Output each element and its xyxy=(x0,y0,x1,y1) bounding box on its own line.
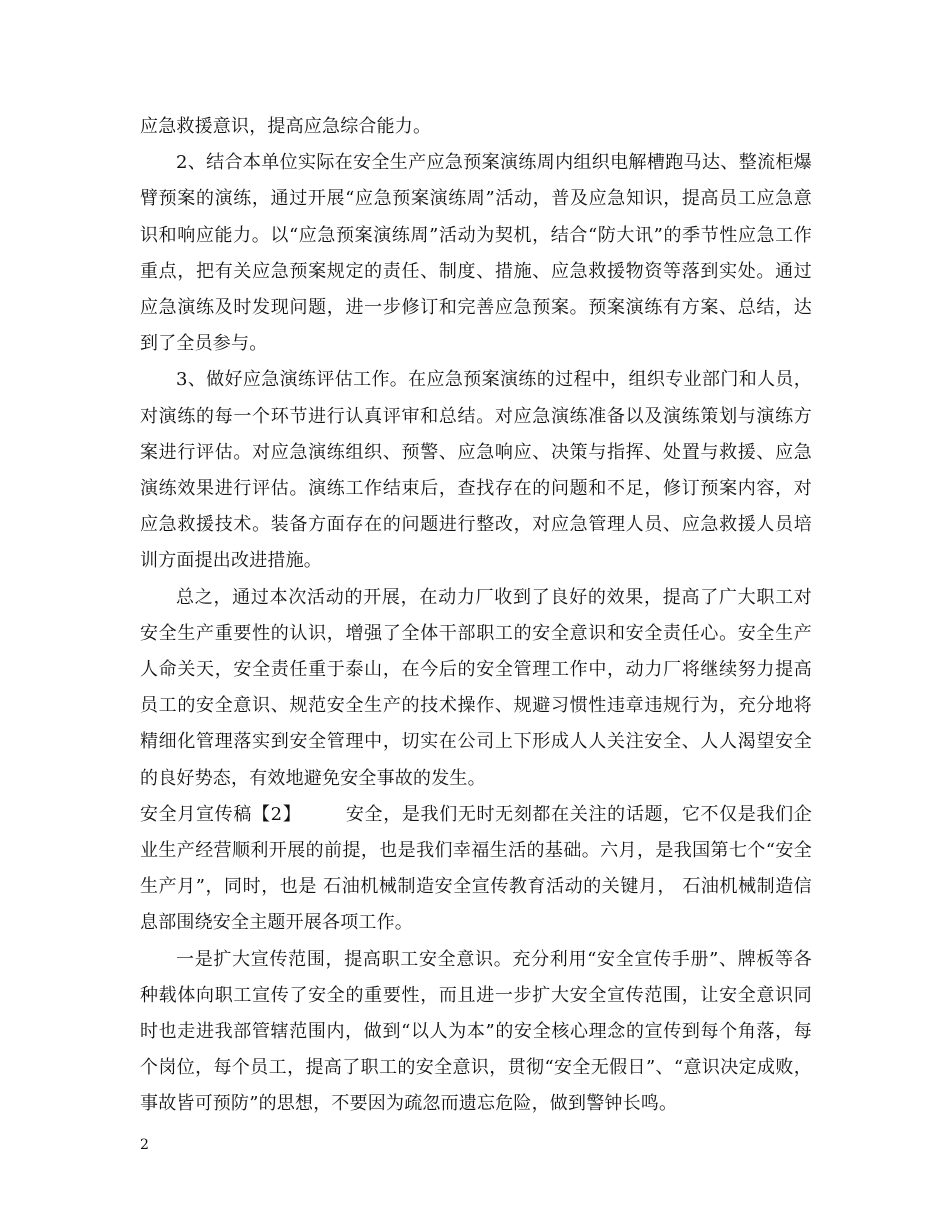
page-number: 2 xyxy=(140,1137,149,1153)
paragraph-continuation: 应急救援意识，提高应急综合能力。 xyxy=(140,116,432,137)
document-body xyxy=(140,109,812,1123)
paragraph-summary: 总之，通过本次活动的开展，在动力厂收到了良好的效果，提高了广大职工对安全生产重要性的认识，增强了全体干部职工的安全意识和安全责任心。安全生产人命关天，安全责任重于泰山，在今后的安全管理工作中，动力厂将继续努力提高员工的安全意识、规范安全生产的技术操作、规避习惯性违章违规行为，充分地将精细化管理落实到安全管理中，切实在公司上下形成人人关注安全、人人渴望安全的良好势态，有效地避免安全事故的发生。 xyxy=(140,586,812,789)
paragraph-item-3: 3、做好应急演练评估工作。在应急预案演练的过程中，组织专业部门和人员，对演练的每一个环节进行认真评审和总结。对应急演练准备以及演练策划与演练方案进行评估。对应急演练组织、预警、应急响应、决策与指挥、处置与救援、应急演练效果进行评估。演练工作结束后，查找存在的问题和不足，修订预案内容，对应急救援技术。装备方面存在的问题进行整改，对应急管理人员、应急救援人员培训方面提出改进措施。 xyxy=(140,369,812,572)
section-first-text: 安全，是我们无时无刻都在关注的话题，它不仅是我们企业生产经营顺利开展的前提，也是我们幸福生活的基础。六月，是我国第七个“安全生产月”，同时，也是 石油机械制造安全宣传教育活动的关键月， 石油机械制造信息部围绕安全主题开展各项工作。 xyxy=(140,803,812,934)
paragraph-expand-publicity: 一是扩大宣传范围，提高职工安全意识。充分利用“安全宣传手册”、牌板等各种载体向职工宣传了安全的重要性，而且进一步扩大安全宣传范围，让安全意识同时也走进我部管辖范围内，做到“以人为本”的安全核心理念的宣传到每个角落，每个岗位，每个员工，提高了职工的安全意识，贯彻“安全无假日”、“意识决定成败，事故皆可预防”的思想，不要因为疏忽而遗忘危险，做到警钟长鸣。 xyxy=(140,948,812,1115)
section-paragraph xyxy=(140,797,812,942)
paragraph-item-2: 2、结合本单位实际在安全生产应急预案演练周内组织电解槽跑马达、整流柜爆臂预案的演练，通过开展“应急预案演练周”活动，普及应急知识，提高员工应急意识和响应能力。以“应急预案演练周”活动为契机，结合“防大讯”的季节性应急工作重点，把有关应急预案规定的责任、制度、措施、应急救援物资等落到实处。通过应急演练及时发现问题，进一步修订和完善应急预案。预案演练有方案、总结，达到了全员参与。 xyxy=(140,152,812,355)
section-heading: 安全月宣传稿【2】 xyxy=(140,803,302,825)
